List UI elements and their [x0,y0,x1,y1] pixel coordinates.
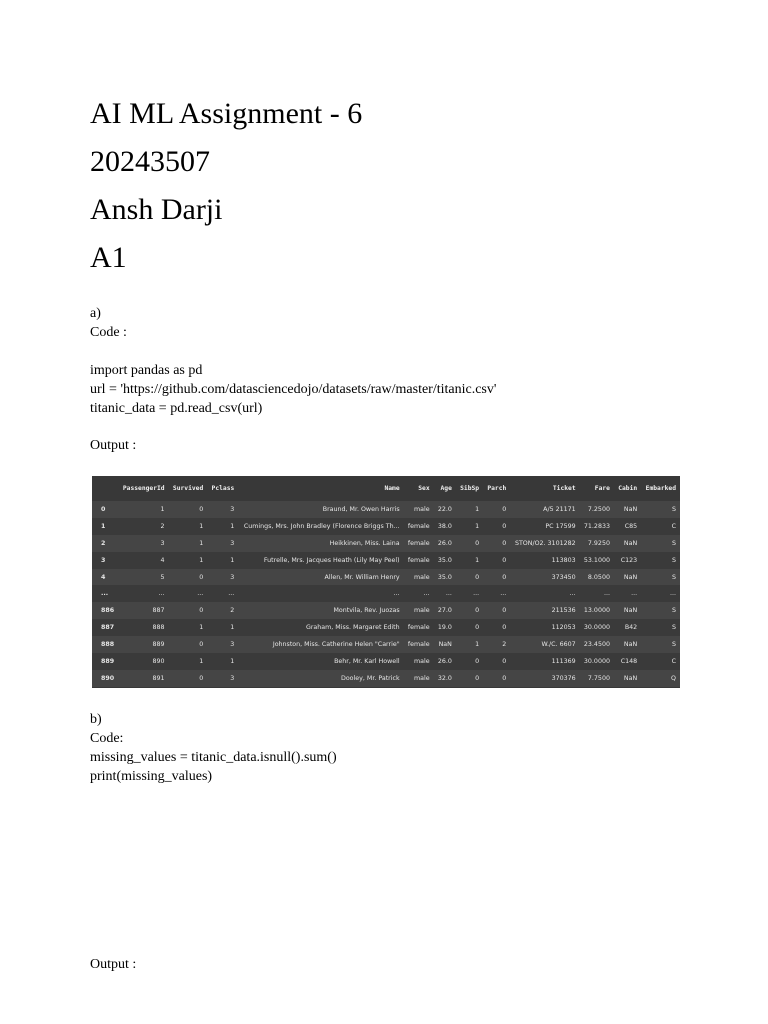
table-cell: male [404,670,434,687]
table-row [92,653,680,670]
table-cell: W./C. 6607 [510,636,579,653]
table-cell: S [641,535,680,552]
table-cell: 3 [207,501,238,518]
table-cell: 13.0000 [580,602,614,619]
table-cell: C [641,518,680,535]
column-header: Sex [418,485,430,492]
table-cell: A/5 21171 [510,501,579,518]
table-cell: 1 [169,653,208,670]
row-index-cell: 4 [92,569,118,586]
table-cell: NaN [614,501,641,518]
table-cell: C85 [614,518,641,535]
table-cell: 0 [483,653,510,670]
section-b [90,710,337,786]
column-header: Fare [594,485,610,492]
table-cell: ... [614,585,641,602]
table-cell: 35.0 [434,552,456,569]
table-cell: male [404,569,434,586]
table-cell: ... [169,585,208,602]
dataframe-output-image [92,476,680,688]
table-cell: ... [238,585,403,602]
table-row [92,552,680,569]
section-a-output [90,436,136,455]
table-cell: NaN [614,535,641,552]
section-a-output-label: Output : [90,438,137,453]
table-cell: 22.0 [434,501,456,518]
table-cell: 1 [456,552,483,569]
table-cell: 3 [207,569,238,586]
table-row [92,569,680,586]
table-cell: 891 [118,670,168,687]
table-cell: S [641,619,680,636]
table-cell: 38.0 [434,518,456,535]
table-cell: 1 [207,552,238,569]
column-header: Survived [172,485,204,492]
table-cell: 370376 [510,670,579,687]
row-index-cell: 2 [92,535,118,552]
table-cell: 3 [207,636,238,653]
code-line: url = 'https://github.com/datasciencedojo/datasets/raw/master/titanic.csv' [90,382,497,397]
table-cell: 0 [456,602,483,619]
table-cell: 1 [169,518,208,535]
table-cell: NaN [614,602,641,619]
table-cell: S [641,501,680,518]
table-cell: male [404,602,434,619]
table-row [92,585,680,602]
table-header-row [92,476,680,501]
table-cell: female [404,552,434,569]
section-b-output [90,955,136,974]
table-cell: ... [404,585,434,602]
code-line: titanic_data = pd.read_csv(url) [90,401,263,416]
table-cell: 111369 [510,653,579,670]
column-header: SibSp [460,485,480,492]
table-cell: 3 [207,670,238,687]
row-index-cell: 887 [92,619,118,636]
table-cell: 35.0 [434,569,456,586]
table-cell: Allen, Mr. William Henry [238,569,403,586]
table-cell: ... [510,585,579,602]
division: A1 [90,241,127,274]
table-cell: Q [641,670,680,687]
table-cell: female [404,518,434,535]
table-cell: 0 [456,653,483,670]
student-name: Ansh Darji [90,193,223,226]
row-index-cell: 886 [92,602,118,619]
section-b-code-label: Code: [90,731,124,746]
column-header: Parch [487,485,507,492]
table-row [92,619,680,636]
table-cell: Cumings, Mrs. John Bradley (Florence Briggs Th... [238,518,403,535]
code-line: import pandas as pd [90,363,203,378]
table-cell: 890 [118,653,168,670]
table-cell: ... [483,585,510,602]
table-cell: S [641,636,680,653]
table-cell: S [641,569,680,586]
table-cell: 1 [207,518,238,535]
table-cell: C123 [614,552,641,569]
column-header [92,476,118,501]
table-cell: Behr, Mr. Karl Howell [238,653,403,670]
table-row [92,670,680,687]
table-cell: 1 [169,535,208,552]
table-cell: ... [118,585,168,602]
table-row [92,535,680,552]
column-header: Age [440,485,452,492]
row-index-cell: 3 [92,552,118,569]
table-cell: 0 [483,602,510,619]
table-cell: 7.9250 [580,535,614,552]
table-row [92,602,680,619]
table-cell: 0 [169,602,208,619]
table-cell: 0 [169,636,208,653]
table-cell: female [404,636,434,653]
row-index-cell: 888 [92,636,118,653]
table-cell: 0 [483,569,510,586]
table-row [92,501,680,518]
column-header: Name [384,485,400,492]
table-cell: male [404,501,434,518]
table-cell: 5 [118,569,168,586]
row-index-cell: 1 [92,518,118,535]
table-cell: 1 [456,636,483,653]
table-cell: 1 [169,552,208,569]
table-cell: 0 [456,670,483,687]
table-cell: ... [456,585,483,602]
table-cell: 19.0 [434,619,456,636]
table-cell: 2 [207,602,238,619]
table-cell: S [641,602,680,619]
table-cell: 0 [483,501,510,518]
table-cell: Montvila, Rev. Juozas [238,602,403,619]
table-cell: 0 [456,569,483,586]
table-cell: PC 17599 [510,518,579,535]
table-cell: 2 [483,636,510,653]
table-cell: 1 [118,501,168,518]
table-cell: 4 [118,552,168,569]
table-cell: 0 [456,619,483,636]
table-cell: 26.0 [434,535,456,552]
table-cell: 0 [483,535,510,552]
table-cell: 888 [118,619,168,636]
table-cell: C [641,653,680,670]
column-header: Pclass [211,485,235,492]
code-line: missing_values = titanic_data.isnull().sum() [90,750,337,765]
table-cell: 71.2833 [580,518,614,535]
table-cell: 23.4500 [580,636,614,653]
table-cell: 2 [118,518,168,535]
table-cell: 32.0 [434,670,456,687]
table-cell: 3 [207,535,238,552]
table-cell: ... [641,585,680,602]
column-header: PassengerId [122,485,165,492]
table-cell: male [404,653,434,670]
table-cell: 27.0 [434,602,456,619]
row-index-cell: 0 [92,501,118,518]
table-cell: 0 [483,670,510,687]
section-a-code-label: Code : [90,325,127,340]
table-cell: Graham, Miss. Margaret Edith [238,619,403,636]
table-cell: female [404,619,434,636]
section-a [90,304,496,418]
table-cell: 7.7500 [580,670,614,687]
table-cell: 3 [118,535,168,552]
titanic-dataframe-table [92,476,680,687]
row-index-cell: 890 [92,670,118,687]
table-cell: 0 [483,619,510,636]
section-a-label: a) [90,306,101,321]
table-cell: B42 [614,619,641,636]
table-cell: Dooley, Mr. Patrick [238,670,403,687]
table-cell: 211536 [510,602,579,619]
table-cell: female [404,535,434,552]
table-cell: 1 [207,653,238,670]
table-cell: 8.0500 [580,569,614,586]
table-cell: ... [434,585,456,602]
table-cell: 30.0000 [580,619,614,636]
table-cell: 0 [456,535,483,552]
table-cell: 887 [118,602,168,619]
table-cell: NaN [614,636,641,653]
table-cell: Braund, Mr. Owen Harris [238,501,403,518]
table-cell: 112053 [510,619,579,636]
table-cell: 0 [169,501,208,518]
table-row [92,518,680,535]
table-cell: 26.0 [434,653,456,670]
table-cell: 889 [118,636,168,653]
row-index-cell: 889 [92,653,118,670]
section-b-output-label: Output : [90,957,137,972]
column-header: Embarked [645,485,676,492]
table-cell: 0 [483,518,510,535]
table-cell: 373450 [510,569,579,586]
code-line: print(missing_values) [90,769,213,784]
column-header: Cabin [618,485,638,492]
table-cell: 1 [456,501,483,518]
table-cell: 0 [169,569,208,586]
table-body [92,501,680,687]
table-cell: 0 [483,552,510,569]
section-b-label: b) [90,712,102,727]
table-cell: STON/O2. 3101282 [510,535,579,552]
row-index-cell: ... [92,585,118,602]
table-cell: 7.2500 [580,501,614,518]
table-cell: ... [580,585,614,602]
table-cell: 113803 [510,552,579,569]
table-cell: 53.1000 [580,552,614,569]
table-cell: Futrelle, Mrs. Jacques Heath (Lily May Peel) [238,552,403,569]
table-cell: ... [207,585,238,602]
student-id: 20243507 [90,145,210,178]
table-cell: NaN [614,670,641,687]
table-cell: Heikkinen, Miss. Laina [238,535,403,552]
table-cell: 30.0000 [580,653,614,670]
table-cell: S [641,552,680,569]
table-cell: 1 [456,518,483,535]
table-cell: NaN [434,636,456,653]
table-cell: Johnston, Miss. Catherine Helen "Carrie" [238,636,403,653]
table-cell: C148 [614,653,641,670]
column-header: Ticket [552,485,576,492]
table-cell: NaN [614,569,641,586]
table-cell: 1 [207,619,238,636]
assignment-title: AI ML Assignment - 6 [90,97,363,130]
heading-block [90,90,362,282]
table-cell: 1 [169,619,208,636]
table-cell: 0 [169,670,208,687]
table-row [92,636,680,653]
